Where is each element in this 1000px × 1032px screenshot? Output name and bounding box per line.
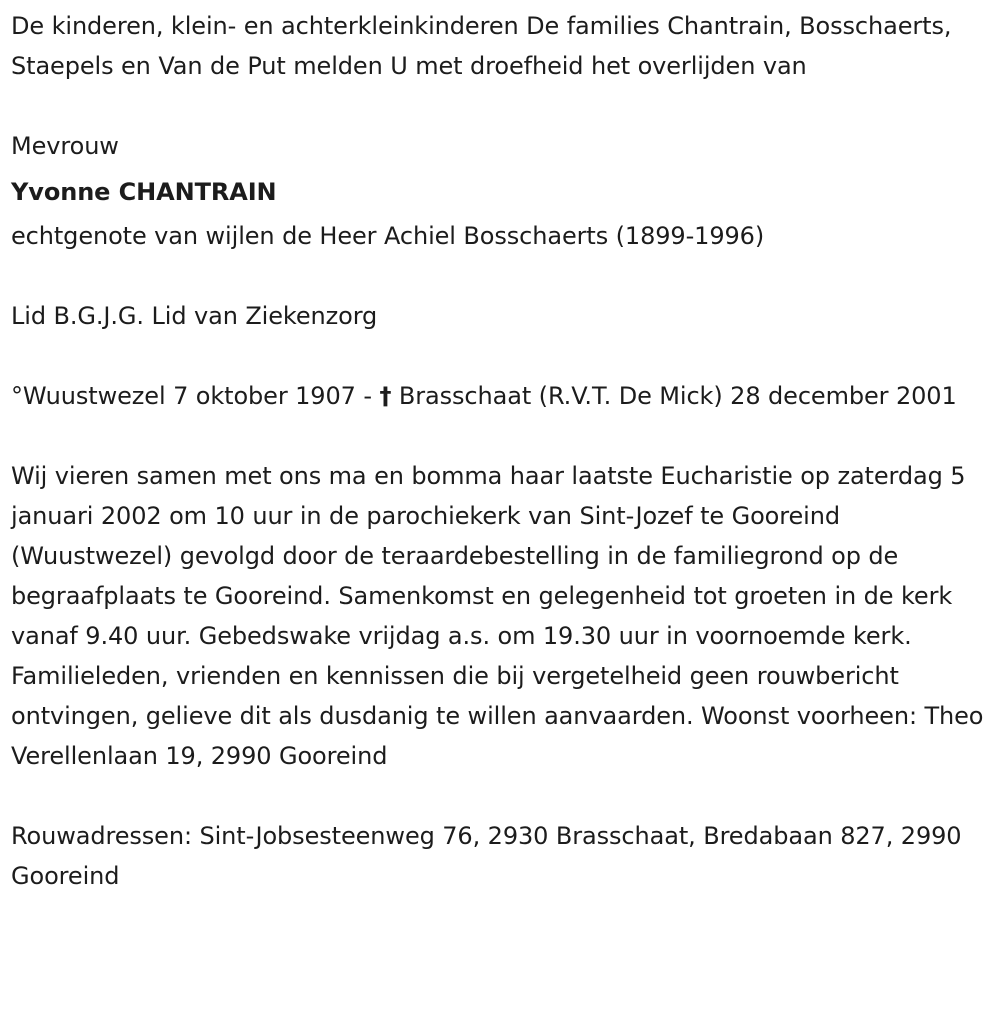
addresses-paragraph: Rouwadressen: Sint-Jobsesteenweg 76, 2930 Brasschaat, Bredabaan 827, 2990 Gooreind — [11, 822, 962, 890]
ceremony-paragraph: Wij vieren samen met ons ma en bomma haar laatste Eucharistie op zaterdag 5 januari 2002 om 10 uur in de parochiekerk van Sint-Jozef te Gooreind (Wuustwezel) gevolgd door de teraardebestelling in de familiegrond op de begraafplaats te Gooreind. Samenkomst en gelegenheid tot groeten in de kerk vanaf 9.40 uur. Gebedswake vrijdag a.s. om 19.30 uur in voornoemde kerk. Familieleden, vrienden en kennissen die bij vergetelheid geen rouwbericht ontvingen, gelieve dit als dusdanig te willen aanvaarden. Woonst voorheen: Theo Verellenlaan 19, 2990 Gooreind — [11, 462, 984, 770]
honorific: Mevrouw — [11, 132, 119, 160]
life-dates — [11, 376, 993, 416]
spouse-line: echtgenote van wijlen de Heer Achiel Bosschaerts (1899-1996) — [11, 222, 765, 250]
intro-paragraph: De kinderen, klein- en achterkleinkinderen De families Chantrain, Bosschaerts, Staepels en Van de Put melden U met droefheid het overlijden van — [11, 12, 952, 80]
deceased-block — [11, 126, 993, 256]
obituary-document — [11, 6, 993, 936]
death-info: Brasschaat (R.V.T. De Mick) 28 december 2001 — [391, 382, 957, 410]
birth-info: °Wuustwezel 7 oktober 1907 - — [11, 382, 380, 410]
deceased-name: Yvonne CHANTRAIN — [11, 178, 277, 206]
cross-icon: † — [379, 382, 392, 410]
memberships-line: Lid B.G.J.G. Lid van Ziekenzorg — [11, 302, 378, 330]
